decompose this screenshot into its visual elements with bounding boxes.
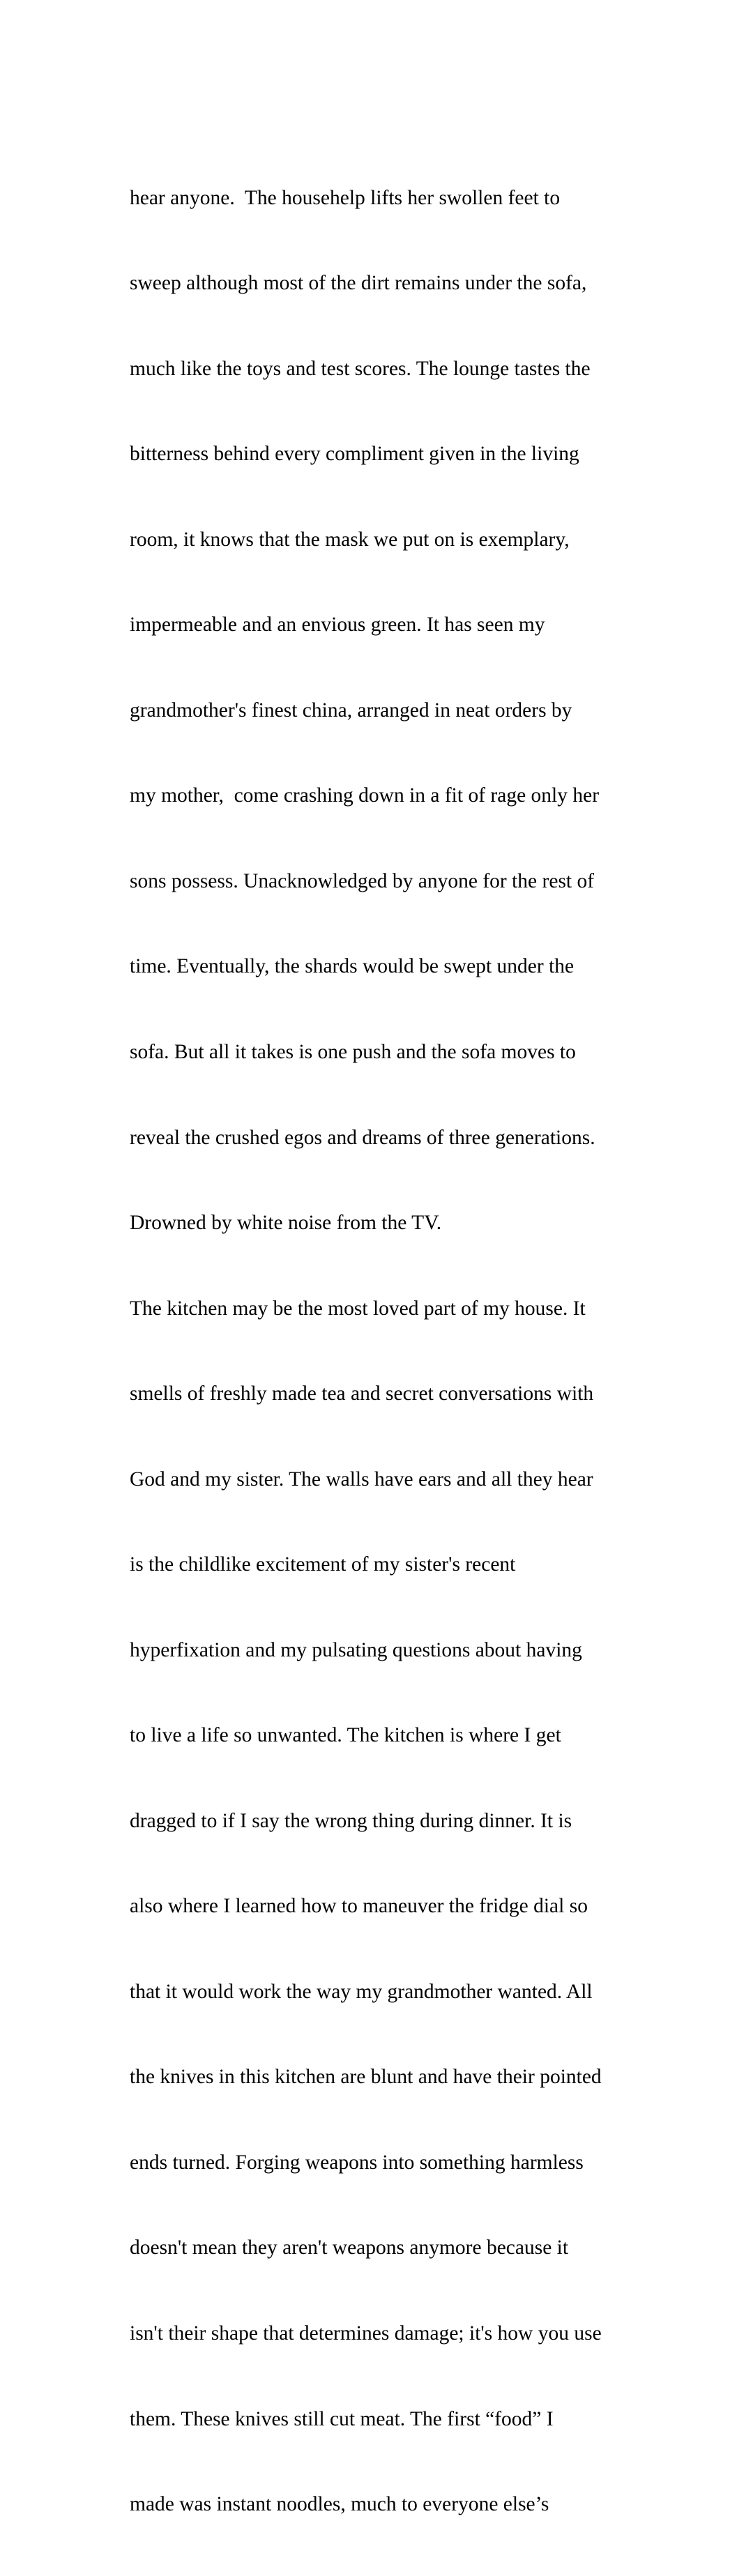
text-line: sofa. But all it takes is one push and the sofa moves to bbox=[130, 1041, 576, 1063]
text-line: them. These knives still cut meat. The first “food” I bbox=[130, 2407, 554, 2430]
text-line: The kitchen may be the most loved part of my house. It bbox=[130, 1297, 586, 1320]
text-line: smells of freshly made tea and secret conversations with bbox=[130, 1382, 594, 1405]
text-line: is the childlike excitement of my sister's recent bbox=[130, 1553, 516, 1576]
text-line: my mother, come crashing down in a fit of rage only her bbox=[130, 784, 600, 807]
text-line: impermeable and an envious green. It has seen my bbox=[130, 613, 545, 637]
text-line: God and my sister. The walls have ears and all they hear bbox=[130, 1468, 593, 1491]
text-line: to live a life so unwanted. The kitchen is where I get bbox=[130, 1724, 561, 1747]
text-line: hear anyone. The househelp lifts her swollen feet to bbox=[130, 186, 561, 209]
text-line: made was instant noodles, much to everyone else’s bbox=[130, 2493, 549, 2516]
text-line: ends turned. Forging weapons into something harmless bbox=[130, 2151, 584, 2174]
text-line: room, it knows that the mask we put on is exemplary, bbox=[130, 528, 570, 551]
body-text bbox=[130, 127, 646, 2576]
text-line: sons possess. Unacknowledged by anyone for the rest of bbox=[130, 869, 595, 892]
text-line: Drowned by white noise from the TV. bbox=[130, 1212, 442, 1235]
text-line: dragged to if I say the wrong thing during dinner. It is bbox=[130, 1809, 572, 1832]
text-line: grandmother's finest china, arranged in neat orders by bbox=[130, 699, 572, 722]
text-line: isn't their shape that determines damage; it's how you use bbox=[130, 2322, 602, 2345]
text-line: time. Eventually, the shards would be swept under the bbox=[130, 955, 575, 978]
text-line: reveal the crushed egos and dreams of three generations. bbox=[130, 1126, 595, 1149]
text-line: also where I learned how to maneuver the fridge dial so bbox=[130, 1895, 588, 1918]
text-line: the knives in this kitchen are blunt and have their pointed bbox=[130, 2066, 602, 2089]
text-line: doesn't mean they aren't weapons anymore because it bbox=[130, 2236, 569, 2259]
text-line: that it would work the way my grandmother wanted. All bbox=[130, 1980, 593, 2003]
text-line: bitterness behind every compliment given in the living bbox=[130, 443, 579, 466]
text-line: much like the toys and test scores. The lounge tastes the bbox=[130, 357, 591, 380]
text-line: sweep although most of the dirt remains under the sofa, bbox=[130, 272, 587, 295]
text-line: hyperfixation and my pulsating questions about having bbox=[130, 1638, 582, 1661]
